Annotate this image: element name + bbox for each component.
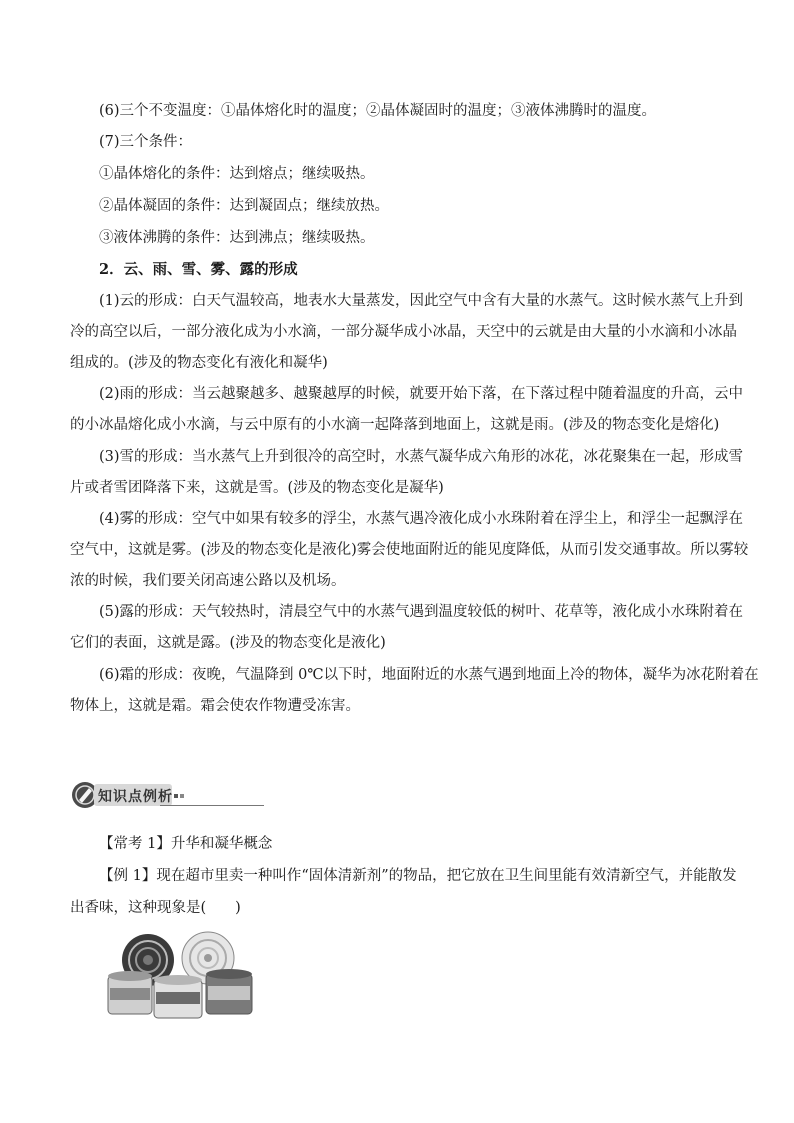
example-question-line-2: 出香味，这种现象是( ) (70, 900, 241, 916)
air-freshener-cans-image (100, 930, 268, 1022)
banner-rule (160, 805, 264, 806)
summary-item-7: (7)三个条件： (99, 134, 193, 150)
dew-line-1: (5)露的形成：天气较热时，清晨空气中的水蒸气遇到温度较低的树叶、花草等，液化成小水珠附着在 (99, 604, 744, 620)
condition-boiling: ③液体沸腾的条件：达到沸点；继续吸热。 (99, 230, 375, 246)
condition-freezing: ②晶体凝固的条件：达到凝固点；继续放热。 (99, 198, 389, 214)
example-question-line-1: 【例 1】现在超市里卖一种叫作“固体清新剂”的物品，把它放在卫生间里能有效清新空气，并能散发 (99, 868, 737, 884)
fog-line-2: 空气中，这就是雾。(涉及的物态变化是液化)雾会使地面附近的能见度降低，从而引发交通事故。所以雾较 (70, 542, 749, 558)
cloud-line-1: (1)云的形成：白天气温较高，地表水大量蒸发，因此空气中含有大量的水蒸气。这时候水蒸气上升到 (99, 293, 744, 309)
rain-line-1: (2)雨的形成：当云越聚越多、越聚越厚的时候，就要开始下落，在下落过程中随着温度的升高，云中 (99, 386, 744, 402)
knowledge-banner (70, 778, 200, 812)
frost-line-2: 物体上，这就是霜。霜会使农作物遭受冻害。 (70, 698, 360, 714)
cloud-line-3: 组成的。(涉及的物态变化有液化和凝华) (70, 355, 328, 371)
summary-item-6: (6)三个不变温度：①晶体熔化时的温度；②晶体凝固时的温度；③液体沸腾时的温度。 (99, 103, 657, 119)
section-heading: 2．云、雨、雪、雾、露的形成 (99, 261, 298, 278)
condition-melting: ①晶体熔化的条件：达到熔点；继续吸热。 (99, 166, 375, 182)
fog-line-1: (4)雾的形成：空气中如果有较多的浮尘，水蒸气遇冷液化成小水珠附着在浮尘上，和浮尘一起飘浮在 (99, 511, 744, 527)
frost-line-1: (6)霜的形成：夜晚，气温降到 0℃以下时，地面附近的水蒸气遇到地面上冷的物体，凝华为冰花附着在 (99, 667, 759, 683)
snow-line-1: (3)雪的形成：当水蒸气上升到很冷的高空时，水蒸气凝华成六角形的冰花，冰花聚集在一起，形成雪 (99, 449, 744, 465)
banner-title: 知识点例析 (98, 789, 173, 805)
snow-line-2: 片或者雪团降落下来，这就是雪。(涉及的物态变化是凝华) (70, 480, 444, 496)
cloud-line-2: 冷的高空以后，一部分液化成为小水滴，一部分凝华成小冰晶，天空中的云就是由大量的小水滴和小冰晶 (70, 324, 737, 340)
rain-line-2: 的小冰晶熔化成小水滴，与云中原有的小水滴一起降落到地面上，这就是雨。(涉及的物态变化是熔化) (70, 417, 720, 433)
dew-line-2: 它们的表面，这就是露。(涉及的物态变化是液化) (70, 635, 386, 651)
fog-line-3: 浓的时候，我们要关闭高速公路以及机场。 (70, 573, 346, 589)
example-category: 【常考 1】升华和凝华概念 (99, 836, 273, 852)
